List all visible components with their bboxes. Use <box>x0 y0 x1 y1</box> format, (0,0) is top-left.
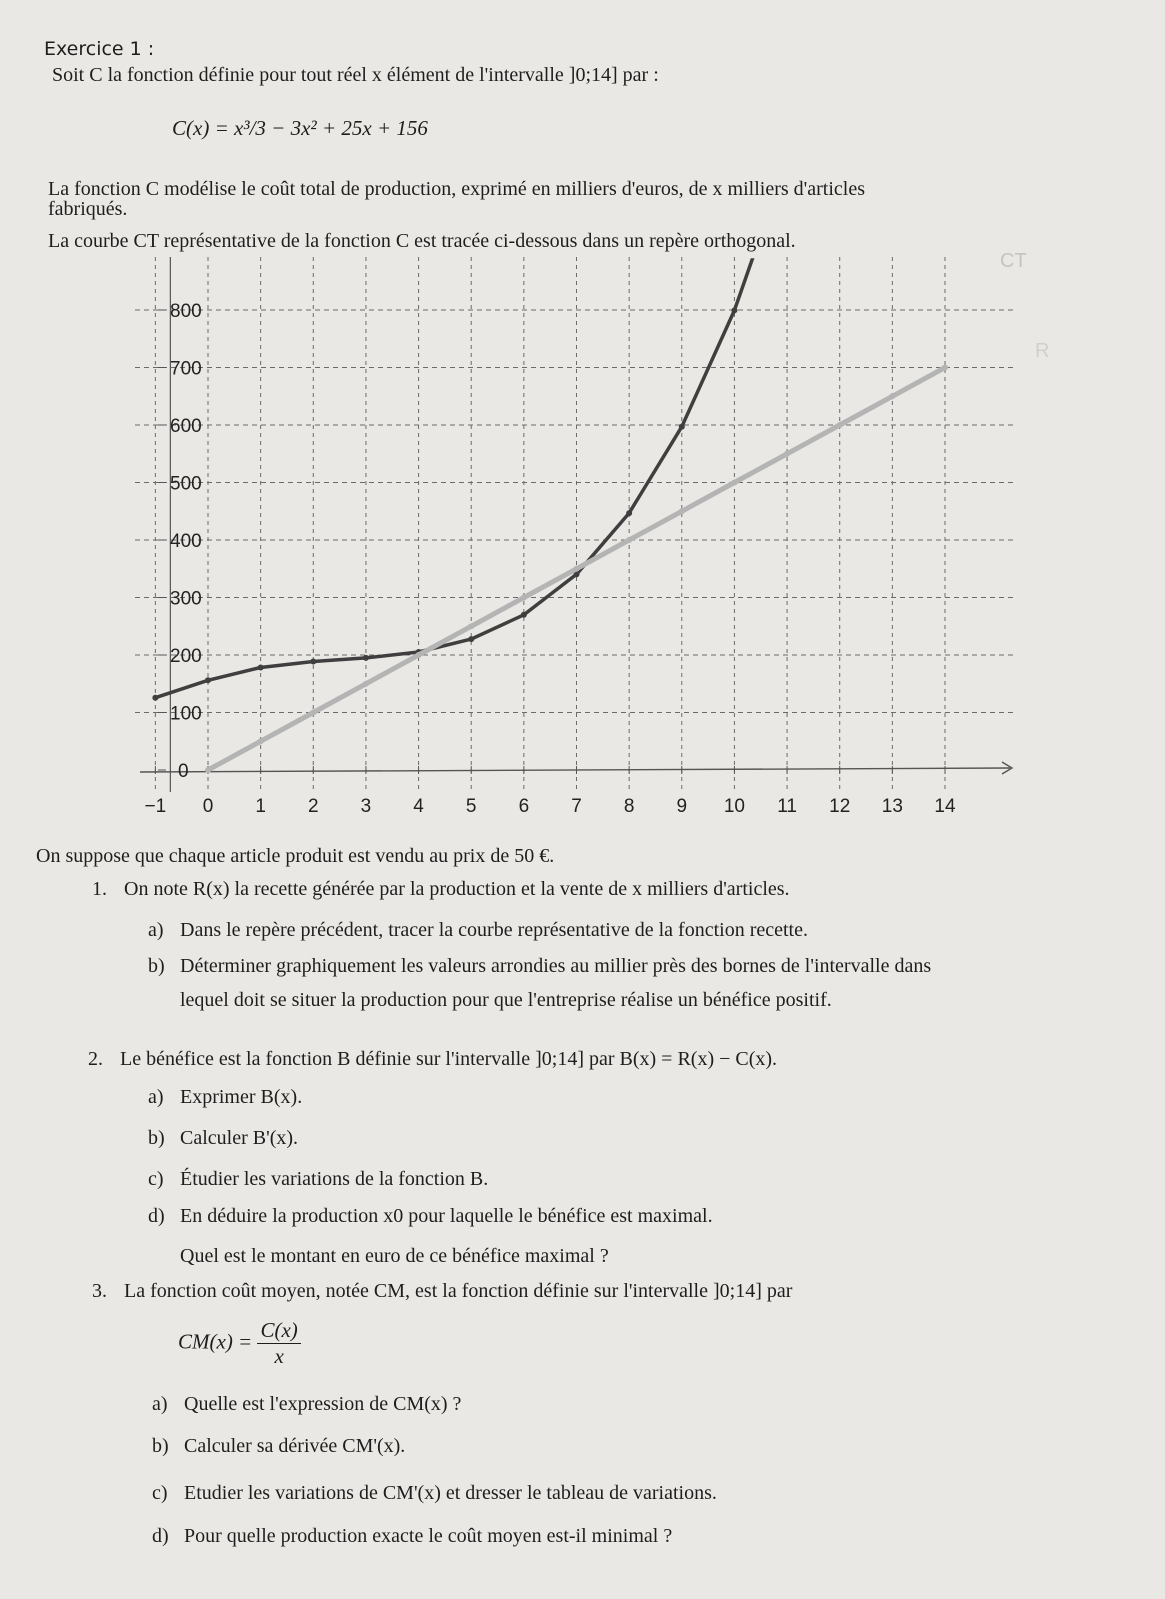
chart-series <box>152 245 948 773</box>
data-point-r <box>889 393 895 399</box>
data-point-r <box>416 652 422 658</box>
q1 <box>92 878 790 901</box>
x-tick-label: 9 <box>676 796 688 817</box>
q1-a-text: Dans le repère précédent, tracer la courbe représentative de la fonction recette. <box>180 919 808 941</box>
q1-b-label: b) <box>148 955 165 977</box>
data-point-ct <box>363 655 369 661</box>
x-tick-label: 8 <box>623 796 635 817</box>
data-point-ct <box>310 658 316 664</box>
q3-d-text: Pour quelle production exacte le coût moyen est-il minimal ? <box>184 1525 673 1547</box>
q1-b-text-line2: lequel doit se situer la production pour que l'entreprise réalise un bénéfice positif. <box>180 989 832 1011</box>
fraction-denominator: x <box>274 1344 284 1368</box>
average-cost-formula-lhs: CM(x) = <box>178 1329 253 1354</box>
data-point-ct <box>521 612 527 618</box>
q3-c-text: Etudier les variations de CM'(x) et dresser le tableau de variations. <box>184 1482 717 1504</box>
x-tick-label: 10 <box>723 796 745 817</box>
q3-c-label: c) <box>152 1482 168 1504</box>
y-tick-label: 300 <box>170 588 202 610</box>
curve-description: La courbe CT représentative de la fonction C est tracée ci-dessous dans un repère orthogonal. <box>48 230 796 252</box>
data-point-ct <box>205 677 211 683</box>
q3-number: 3. <box>92 1280 107 1302</box>
data-point-r <box>205 767 211 773</box>
data-point-ct <box>468 636 474 642</box>
q3-b-text: Calculer sa dérivée CM'(x). <box>184 1435 406 1457</box>
q2-b-text: Calculer B'(x). <box>180 1127 299 1149</box>
x-tick-label: 14 <box>934 796 956 817</box>
price-line: On suppose que chaque article produit est vendu au prix de 50 €. <box>36 845 555 867</box>
data-point-r <box>784 451 790 457</box>
x-tick-label: 3 <box>360 796 372 817</box>
data-point-ct <box>258 664 264 670</box>
q1-number: 1. <box>92 878 107 900</box>
q2-d <box>148 1205 713 1228</box>
average-cost-fraction <box>257 1318 300 1369</box>
y-tick-label: 400 <box>170 531 202 552</box>
y-tick-label: 800 <box>170 301 202 322</box>
q2-b-label: b) <box>148 1127 165 1149</box>
x-tick-label: 11 <box>777 796 797 817</box>
y-tick-label: 0 <box>178 761 189 782</box>
curve-label-ct: CT <box>1000 250 1027 272</box>
x-tick-label: 0 <box>202 796 214 817</box>
x-tick-label: 4 <box>413 796 424 817</box>
cost-formula: C(x) = x³/3 − 3x² + 25x + 156 <box>172 116 428 140</box>
q3-d-label: d) <box>152 1525 169 1547</box>
x-axis <box>140 768 1010 772</box>
intro-line: Soit C la fonction définie pour tout réel x élément de l'intervalle ]0;14] par : <box>52 64 659 86</box>
x-tick-label: 12 <box>829 796 851 817</box>
average-cost-formula <box>178 1318 301 1369</box>
q2-d-text-2: Quel est le montant en euro de ce bénéfice maximal ? <box>180 1245 609 1267</box>
data-point-r <box>837 422 843 428</box>
data-point-ct <box>679 424 685 430</box>
q2-b <box>148 1127 298 1150</box>
x-tick-label: 1 <box>255 796 266 817</box>
q3 <box>92 1280 792 1303</box>
q2-d-label: d) <box>148 1205 165 1227</box>
q3-a-label: a) <box>152 1393 168 1415</box>
q2-text: Le bénéfice est la fonction B définie sur l'intervalle ]0;14] par B(x) = R(x) − C(x). <box>120 1048 778 1070</box>
q3-d <box>152 1525 672 1548</box>
data-point-ct <box>731 307 737 313</box>
y-tick-label: 600 <box>170 416 202 437</box>
cost-chart <box>0 245 1165 835</box>
data-point-r <box>363 681 369 687</box>
q3-b <box>152 1435 405 1458</box>
chart-grid <box>135 257 1015 792</box>
x-tick-label: 6 <box>518 796 530 817</box>
data-point-r <box>731 480 737 486</box>
data-point-ct <box>626 510 632 516</box>
data-point-r <box>468 623 474 629</box>
q1-text: On note R(x) la recette générée par la production et la vente de x milliers d'articles. <box>124 878 790 900</box>
y-tick-label: 100 <box>170 703 202 725</box>
x-tick-label: −1 <box>144 796 167 817</box>
q2-d-text: En déduire la production x0 pour laquelle le bénéfice est maximal. <box>180 1205 713 1227</box>
x-tick-label: 7 <box>571 796 582 817</box>
q2-c-text: Étudier les variations de la fonction B. <box>180 1168 489 1190</box>
q2 <box>88 1048 777 1071</box>
fraction-numerator: C(x) <box>257 1318 300 1344</box>
data-point-r <box>574 566 580 572</box>
data-point-ct <box>152 695 158 701</box>
q1-b <box>148 955 931 978</box>
description-line-2: fabriqués. <box>48 198 128 220</box>
exercise-title: Exercice 1 : <box>44 38 155 60</box>
q1-a <box>148 919 808 942</box>
q2-a-text: Exprimer B(x). <box>180 1086 303 1108</box>
series-line-ct <box>155 245 945 698</box>
x-tick-label: 2 <box>307 796 319 817</box>
q3-c <box>152 1482 717 1505</box>
q3-text: La fonction coût moyen, notée CM, est la fonction définie sur l'intervalle ]0;14] par <box>124 1280 793 1302</box>
q2-c <box>148 1168 488 1191</box>
q2-a-label: a) <box>148 1086 164 1108</box>
curve-label-r: R <box>1035 340 1050 362</box>
data-point-r <box>258 738 264 744</box>
x-tick-label: 13 <box>881 796 903 817</box>
q3-a-text: Quelle est l'expression de CM(x) ? <box>184 1393 462 1415</box>
q3-a <box>152 1393 461 1416</box>
y-tick-label: 200 <box>170 646 202 667</box>
data-point-r <box>679 508 685 514</box>
q1-b-text-line1: Déterminer graphiquement les valeurs arrondies au millier près des bornes de l'intervalle dans <box>180 955 932 977</box>
q1-a-label: a) <box>148 919 164 941</box>
q2-number: 2. <box>88 1048 103 1070</box>
chart-curve-labels <box>1000 250 1049 362</box>
y-tick-label: 500 <box>170 473 202 495</box>
q2-c-label: c) <box>148 1168 164 1190</box>
x-tick-label: 5 <box>465 796 477 817</box>
q2-a <box>148 1086 302 1109</box>
data-point-r <box>942 365 948 371</box>
data-point-r <box>626 537 632 543</box>
data-point-r <box>310 710 316 716</box>
data-point-r <box>521 595 527 601</box>
description-line-1: La fonction C modélise le coût total de production, exprimé en milliers d'euros, de x milliers d'articles <box>48 178 865 200</box>
y-tick-label: 700 <box>170 358 202 380</box>
q3-b-label: b) <box>152 1435 169 1457</box>
